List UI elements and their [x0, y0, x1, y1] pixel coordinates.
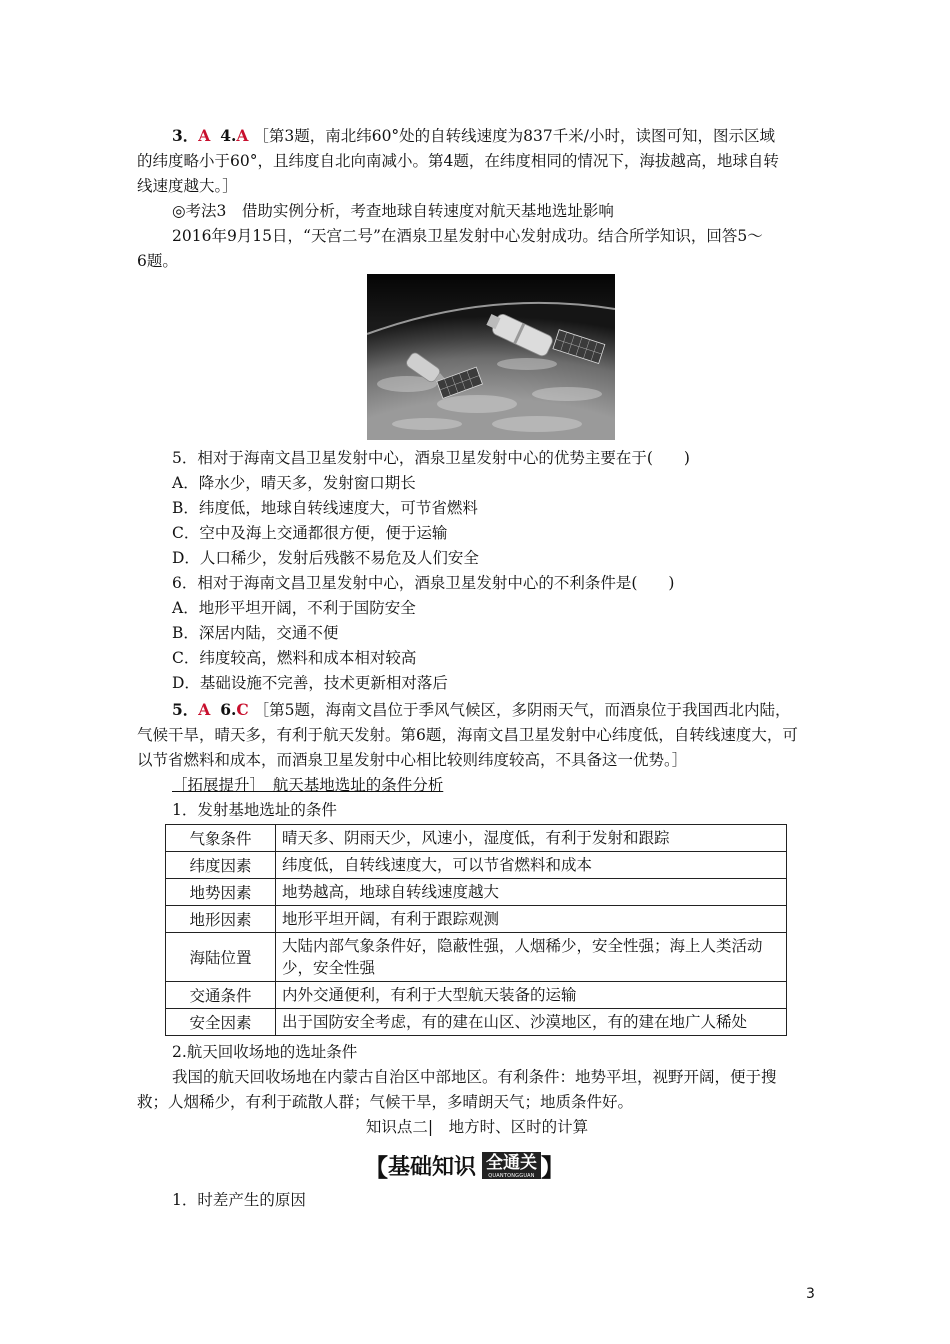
question-5-option-b: B．纬度低，地球自转线速度大，可节省燃料: [172, 499, 478, 517]
table-row: [166, 1009, 787, 1036]
table-row: [166, 879, 787, 906]
question-6-option-a: A．地形平坦开阔，不利于国防安全: [172, 599, 416, 617]
answer-6: C: [236, 700, 249, 719]
table-row: [166, 906, 787, 933]
question-6-option-c: C．纬度较高，燃料和成本相对较高: [172, 649, 417, 667]
question-5-option-c: C．空中及海上交通都很方便，便于运输: [172, 524, 448, 542]
table-desc: 大陆内部气象条件好，隐蔽性强，人烟稀少，安全性强；海上人类活动少，安全性强: [276, 933, 787, 982]
section-banner: 【 基础知识 全通关 QUANTONGGUAN 】: [364, 1150, 565, 1180]
table-factor: 气象条件: [166, 825, 276, 852]
tiangong-photo: [367, 274, 615, 440]
answer-3-4-line1: 3．A 4.A ［第3题，南北纬60°处的自转线速度为837千米/小时，读图可知，图示区域: [172, 126, 775, 145]
table-desc: 晴天多、阴雨天少，风速小，湿度低，有利于发射和跟踪: [276, 825, 787, 852]
intro-line2: 6题。: [137, 252, 178, 270]
table-row: [166, 933, 787, 982]
table-row: [166, 852, 787, 879]
recovery-line2: 救；人烟稀少，有利于疏散人群；气候干旱，多晴朗天气；地质条件好。: [137, 1093, 634, 1111]
banner-main: 基础知识: [388, 1154, 477, 1180]
launch-site-title: 1．发射基地选址的条件: [172, 801, 337, 819]
answer-3: A: [198, 126, 211, 145]
table-factor: 地形因素: [166, 906, 276, 933]
recovery-title: 2.航天回收场地的选址条件: [172, 1043, 358, 1061]
intro-line1: 2016年9月15日，“天宫二号”在酒泉卫星发射中心发射成功。结合所学知识，回答5～: [172, 227, 763, 245]
time-difference-heading: 1．时差产生的原因: [172, 1191, 306, 1209]
question-5-option-a: A．降水少，晴天多，发射窗口期长: [172, 474, 416, 492]
page-number: 3: [806, 1286, 815, 1302]
spacecraft-image: [367, 274, 615, 440]
question-6-option-b: B．深居内陆，交通不便: [172, 624, 339, 642]
knowledge-point-heading: 知识点二| 地方时、区时的计算: [365, 1118, 589, 1136]
table-desc: 地形平坦开阔，有利于跟踪观测: [276, 906, 787, 933]
table-factor: 纬度因素: [166, 852, 276, 879]
question-6-stem: 6．相对于海南文昌卫星发射中心，酒泉卫星发射中心的不利条件是( ): [172, 574, 675, 592]
method-heading: ◎考法3 借助实例分析，考查地球自转速度对航天基地选址影响: [172, 202, 614, 220]
table-desc: 纬度低，自转线速度大，可以节省燃料和成本: [276, 852, 787, 879]
question-5-option-d: D．人口稀少，发射后残骸不易危及人们安全: [172, 549, 479, 567]
table-factor: 海陆位置: [166, 933, 276, 982]
answer-5-6-line3: 以节省燃料和成本，而酒泉卫星发射中心相比较则纬度较高，不具备这一优势。］: [137, 751, 688, 769]
table-desc: 内外交通便利，有利于大型航天装备的运输: [276, 982, 787, 1009]
answer-5-6-line2: 气候干旱，晴天多，有利于航天发射。第6题，海南文昌卫星发射中心纬度低，自转线速度大，可: [137, 726, 798, 744]
extension-heading: ［拓展提升］ 航天基地选址的条件分析: [172, 776, 444, 794]
table-factor: 安全因素: [166, 1009, 276, 1036]
recovery-line1: 我国的航天回收场地在内蒙古自治区中部地区。有利条件：地势平坦，视野开阔，便于搜: [172, 1068, 777, 1086]
answer-4: A: [236, 126, 249, 145]
banner-tag: 全通关 QUANTONGGUAN: [482, 1152, 541, 1179]
table-row: [166, 982, 787, 1009]
table-desc: 出于国防安全考虑，有的建在山区、沙漠地区，有的建在地广人稀处: [276, 1009, 787, 1036]
launch-conditions-table: [165, 824, 787, 1036]
answer-5-6-line1: 5．A 6.C ［第5题，海南文昌位于季风气候区，多阴雨天气，而酒泉位于我国西北内陆，: [172, 700, 791, 719]
answer-5: A: [198, 700, 211, 719]
question-5-stem: 5．相对于海南文昌卫星发射中心，酒泉卫星发射中心的优势主要在于( ): [172, 449, 690, 467]
answer-3-4-line3: 线速度越大。］: [137, 177, 238, 195]
table-desc: 地势越高，地球自转线速度越大: [276, 879, 787, 906]
table-factor: 交通条件: [166, 982, 276, 1009]
table-row: [166, 825, 787, 852]
table-factor: 地势因素: [166, 879, 276, 906]
answer-3-4-line2: 的纬度略小于60°，且纬度自北向南减小。第4题，在纬度相同的情况下，海拔越高，地球自转: [137, 152, 779, 170]
question-6-option-d: D．基础设施不完善，技术更新相对落后: [172, 674, 448, 692]
